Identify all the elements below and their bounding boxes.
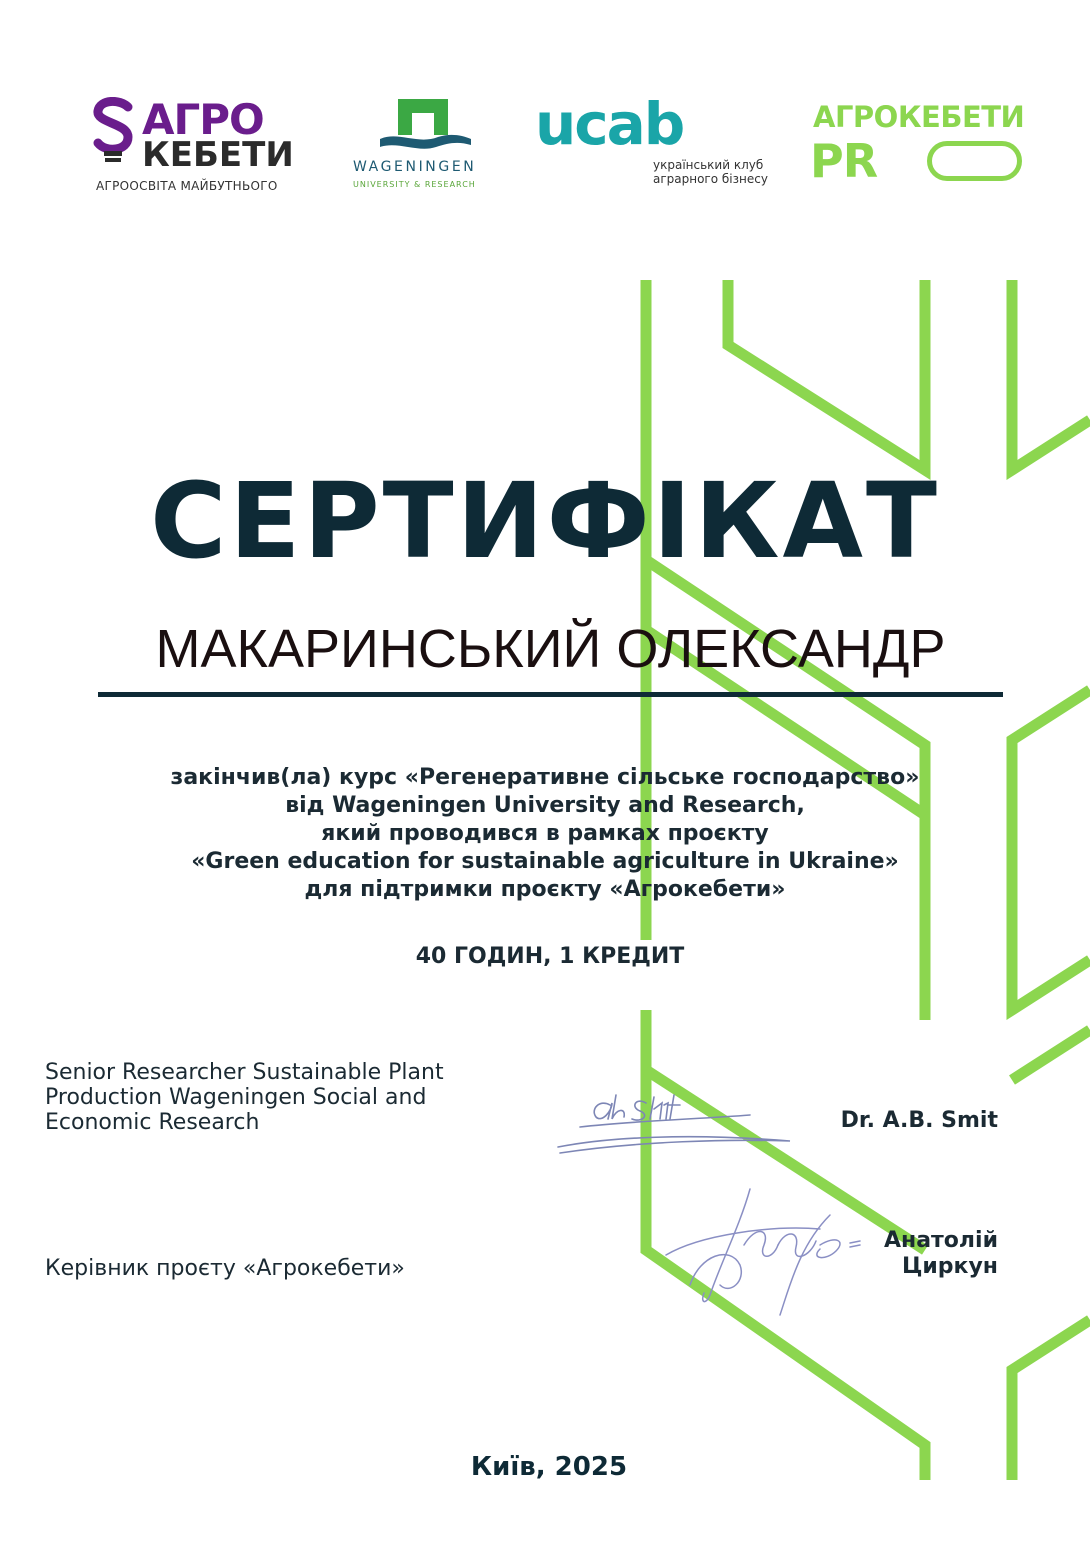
ucab-logo-subtitle-line1: український клуб <box>653 158 764 172</box>
ucab-logo <box>535 90 768 195</box>
agrokebety-pro-logo <box>810 100 1025 190</box>
signatory-1-role-line: Production Wageningen Social and <box>45 1085 427 1110</box>
signatory-2-role: Керівник проєту «Агрокебети» <box>45 1256 405 1281</box>
agrokebety-logo-line1: АГРО <box>142 95 264 144</box>
description-line: від Wageningen University and Research, <box>285 793 805 818</box>
wageningen-logo-subtitle: UNIVERSITY & RESEARCH <box>353 180 476 189</box>
signatory-1-role-line: Senior Researcher Sustainable Plant <box>45 1060 444 1085</box>
description-line: «Green education for sustainable agriculture in Ukraine» <box>191 849 899 874</box>
recipient-underline <box>98 692 1003 697</box>
ucab-logo-subtitle-line2: аграрного бізнесу <box>653 172 768 186</box>
description-line: закінчив(ла) курс «Регенеративне сільське господарство» <box>170 765 920 790</box>
ucab-logo-wordmark: ucab <box>535 90 684 158</box>
signatory-2-first-name: Анатолій <box>883 1228 998 1253</box>
wageningen-logo-name: WAGENINGEN <box>353 159 477 175</box>
signature-smit-text <box>610 1118 611 1119</box>
agrokebety-logo-tagline: АГРООСВІТА МАЙБУТНЬОГО <box>96 179 278 193</box>
ucab-logo-subtitle <box>653 158 768 186</box>
certificate-title: СЕРТИФІКАТ <box>150 460 940 582</box>
agrokebety-logo-line2: КЕБЕТИ <box>142 135 294 175</box>
place-and-year: Київ, 2025 <box>470 1452 628 1482</box>
course-hours: 40 ГОДИН, 1 КРЕДИТ <box>415 944 685 969</box>
wageningen-logo <box>350 95 500 200</box>
signature-smit <box>550 1075 800 1160</box>
description-line: який проводився в рамках проєкту <box>321 821 769 846</box>
pro-o-oval-icon <box>927 141 1022 181</box>
agrokebety-pro-logo-line1: АГРОКЕБЕТИ <box>813 100 1025 134</box>
description-line: для підтримки проєкту «Агрокебети» <box>304 877 786 902</box>
signatory-2-last-name: Циркун <box>901 1254 998 1279</box>
recipient-name: МАКАРИНСЬКИЙ ОЛЕКСАНДР <box>155 619 946 679</box>
agrokebety-pro-logo-line2: PR <box>810 134 878 188</box>
agrokebety-logo <box>90 95 295 200</box>
wur-emblem-icon <box>378 95 473 157</box>
signatory-1-role-line: Economic Research <box>45 1110 260 1135</box>
lightbulb-s-icon <box>90 97 138 167</box>
signatory-2-name <box>820 1228 998 1280</box>
signatory-1-name: Dr. A.B. Smit <box>840 1108 998 1133</box>
signatory-1-role <box>45 1060 515 1135</box>
course-description <box>40 764 1050 904</box>
